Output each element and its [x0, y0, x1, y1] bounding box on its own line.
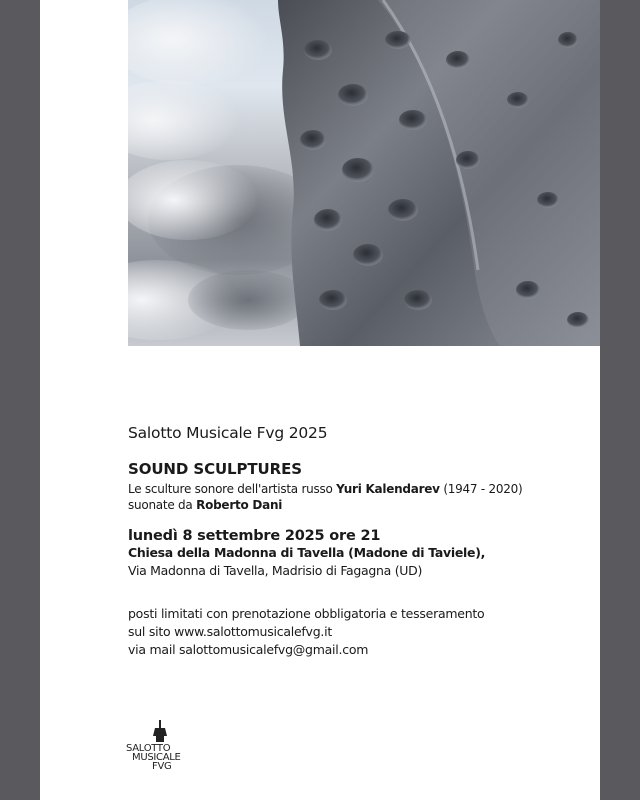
sky-and-sculpture-image: [128, 0, 600, 346]
poster: [40, 0, 600, 800]
series-name: Salotto Musicale Fvg 2025: [128, 424, 328, 442]
description-line-2: [128, 497, 588, 513]
description-line-1: [128, 481, 588, 497]
logo-line-3: FVG: [152, 761, 172, 772]
venue-address: Via Madonna di Tavella, Madrisio di Fagagna (UD): [128, 563, 423, 578]
performer-name: Roberto Dani: [196, 498, 283, 512]
venue-name: Chiesa della Madonna di Tavella (Madone di Taviele),: [128, 545, 486, 560]
artist-name: Yuri Kalendarev: [336, 482, 440, 496]
performer-prefix: suonate da: [128, 498, 197, 512]
artist-dates: (1947 - 2020): [439, 482, 523, 496]
event-date: lunedì 8 settembre 2025 ore 21: [128, 528, 381, 544]
booking-line-1: posti limitati con prenotazione obbligatoria e tesseramento: [128, 606, 485, 621]
booking-email: via mail salottomusicalefvg@gmail.com: [128, 642, 369, 657]
logo-line-2: MUSICALE: [132, 752, 181, 763]
description-prefix: Le sculture sonore dell'artista russo: [128, 482, 337, 496]
event-info: [128, 424, 588, 659]
booking-info: [128, 605, 588, 659]
cover-photo: [128, 0, 600, 346]
event-title: SOUND SCULPTURES: [128, 460, 302, 478]
logo-line-1: SALOTTO: [126, 743, 171, 754]
booking-website: sul sito www.salottomusicalefvg.it: [128, 624, 332, 639]
salotto-musicale-logo: [126, 718, 196, 778]
